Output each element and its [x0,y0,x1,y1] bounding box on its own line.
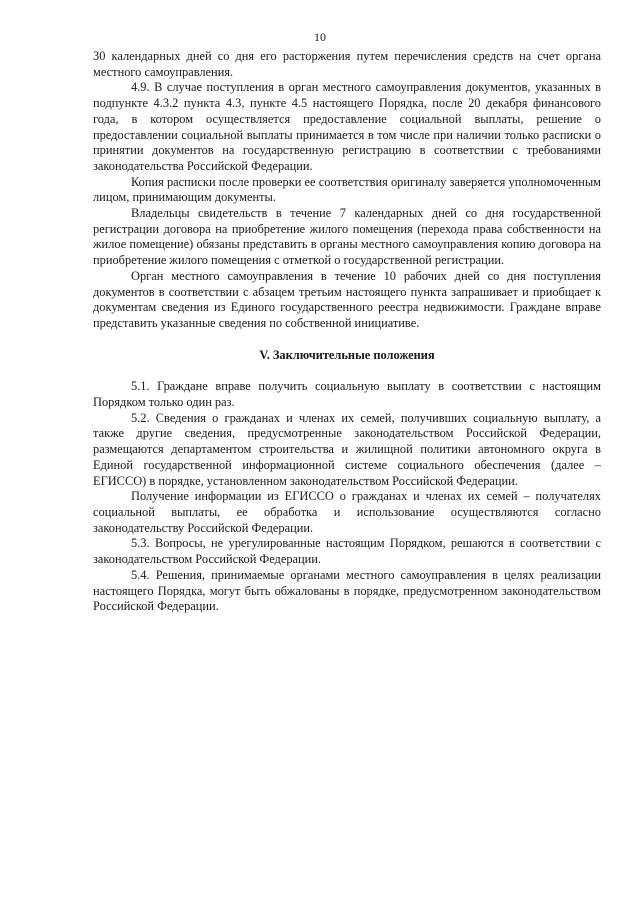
page-number: 10 [314,30,326,44]
paragraph-5-2: 5.2. Сведения о гражданах и членах их семей, получивших социальную выплату, а также другие сведения, предусмотренные законодательством Российской Федерации, размещаются департаментом строительства и жилищной политики автономного округа в Единой государственной информационной системе социального обеспечения (далее – ЕГИССО) в порядке, установленном законодательством Российской Федерации. [93,410,601,488]
section-heading: V. Заключительные положения [259,347,435,362]
paragraph-4-9: 4.9. В случае поступления в орган местного самоуправления документов, указанных в подпункте 4.3.2 пункта 4.3, пункте 4.5 настоящего Порядка, после 20 декабря финансового года, в котором осуществляется предоставление социальной выплаты, решение о предоставлении социальной выплаты принимается в том числе при наличии только расписки о принятии документов на государственную регистрацию в соответствии с требованиями законодательства Российской Федерации. [93,80,601,173]
paragraph-local-authority: Орган местного самоуправления в течение 10 рабочих дней со дня поступления документов в соответствии с абзацем третьим настоящего пункта запрашивает и приобщает к документам сведения из Единого государственного реестра недвижимости. Граждане вправе представить указанные сведения по собственной инициативе. [93,268,601,330]
paragraph-5-4: 5.4. Решения, принимаемые органами местного самоуправления в целях реализации настоящего Порядка, могут быть обжалованы в порядке, предусмотренном законодательством Российской Федерации. [93,567,601,614]
document-body [93,49,601,615]
paragraph-5-1: 5.1. Граждане вправе получить социальную выплату в соответствии с настоящим Порядком только один раз. [93,379,601,410]
paragraph-egisso-info: Получение информации из ЕГИССО о гражданах и членах их семей – получателях социальной выплаты, ее обработка и использование осуществляются согласно законодательству Российской Федерации. [93,489,601,535]
paragraph-continuation: 30 календарных дней со дня его расторжения путем перечисления средств на счет органа местного самоуправления. [93,49,601,79]
paragraph-certificate-holders: Владельцы свидетельств в течение 7 календарных дней со дня государственной регистрации договора на приобретение жилого помещения (перехода права собственности на жилое помещение) обязаны представить в органы местного самоуправления копию договора на приобретение жилого помещения с отметкой о государственной регистрации. [93,206,601,268]
paragraph-receipt-copy: Копия расписки после проверки ее соответствия оригиналу заверяется уполномоченным лицом, принимающим документы. [93,174,601,205]
paragraph-5-3: 5.3. Вопросы, не урегулированные настоящим Порядком, решаются в соответствии с законодательством Российской Федерации. [93,536,601,567]
